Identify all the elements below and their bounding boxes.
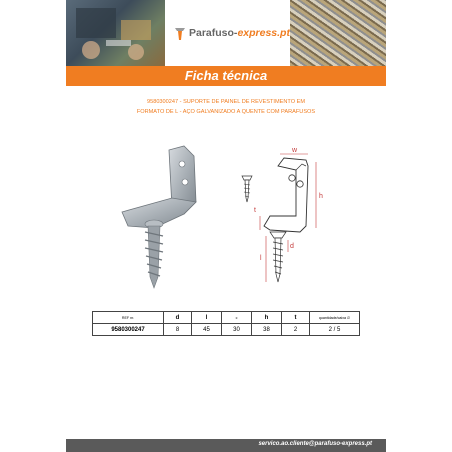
footer-bar: [66, 439, 386, 452]
diameter-label: d: [290, 243, 294, 250]
header-photo-tools: [66, 0, 165, 66]
table-header-cell: d: [164, 312, 192, 324]
table-header-cell: l: [192, 312, 222, 324]
product-photo: [114, 142, 208, 290]
title-banner: [66, 66, 386, 86]
table-cell: 45: [192, 324, 222, 336]
thickness-label: t: [254, 207, 256, 214]
table-header-row: [93, 312, 360, 324]
description-line-2: FORMATO DE L - AÇO GALVANIZADO A QUENTE COM PARAFUSOS: [136, 109, 316, 115]
table-header-cell: c: [222, 312, 252, 324]
brand-logo: [165, 0, 290, 66]
table-header-cell: t: [282, 312, 310, 324]
brand-name: Parafuso-express.pt: [189, 27, 290, 39]
table-header-cell: h: [252, 312, 282, 324]
product-description: [106, 97, 346, 117]
table-cell: 30: [222, 324, 252, 336]
table-cell: 8: [164, 324, 192, 336]
table-header-cell: quantidade/caixa ∅: [310, 312, 360, 324]
header-photo-screws: [290, 0, 386, 66]
table-row: [93, 324, 360, 336]
table-header-cell: REF nr.: [93, 312, 164, 324]
width-label: w: [292, 147, 298, 154]
table-cell: 2 / 5: [310, 324, 360, 336]
table-cell: 9580300247: [93, 324, 164, 336]
page-title: Ficha técnica: [184, 68, 268, 83]
footer-email[interactable]: servico.ao.cliente@parafuso-express.pt: [258, 441, 372, 447]
technical-drawing: [226, 146, 368, 288]
datasheet-page: [66, 0, 386, 452]
table-cell: 38: [252, 324, 282, 336]
screw-logo-icon: [173, 25, 187, 41]
table-cell: 2: [282, 324, 310, 336]
description-line-1: 9580300247 - SUPORTE DE PAINEL DE REVESTIMENTO EM: [146, 99, 306, 105]
height-label: h: [319, 193, 323, 200]
screw-drawing-icon: [242, 176, 252, 202]
spec-table: [92, 311, 360, 336]
length-label: l: [260, 255, 262, 262]
